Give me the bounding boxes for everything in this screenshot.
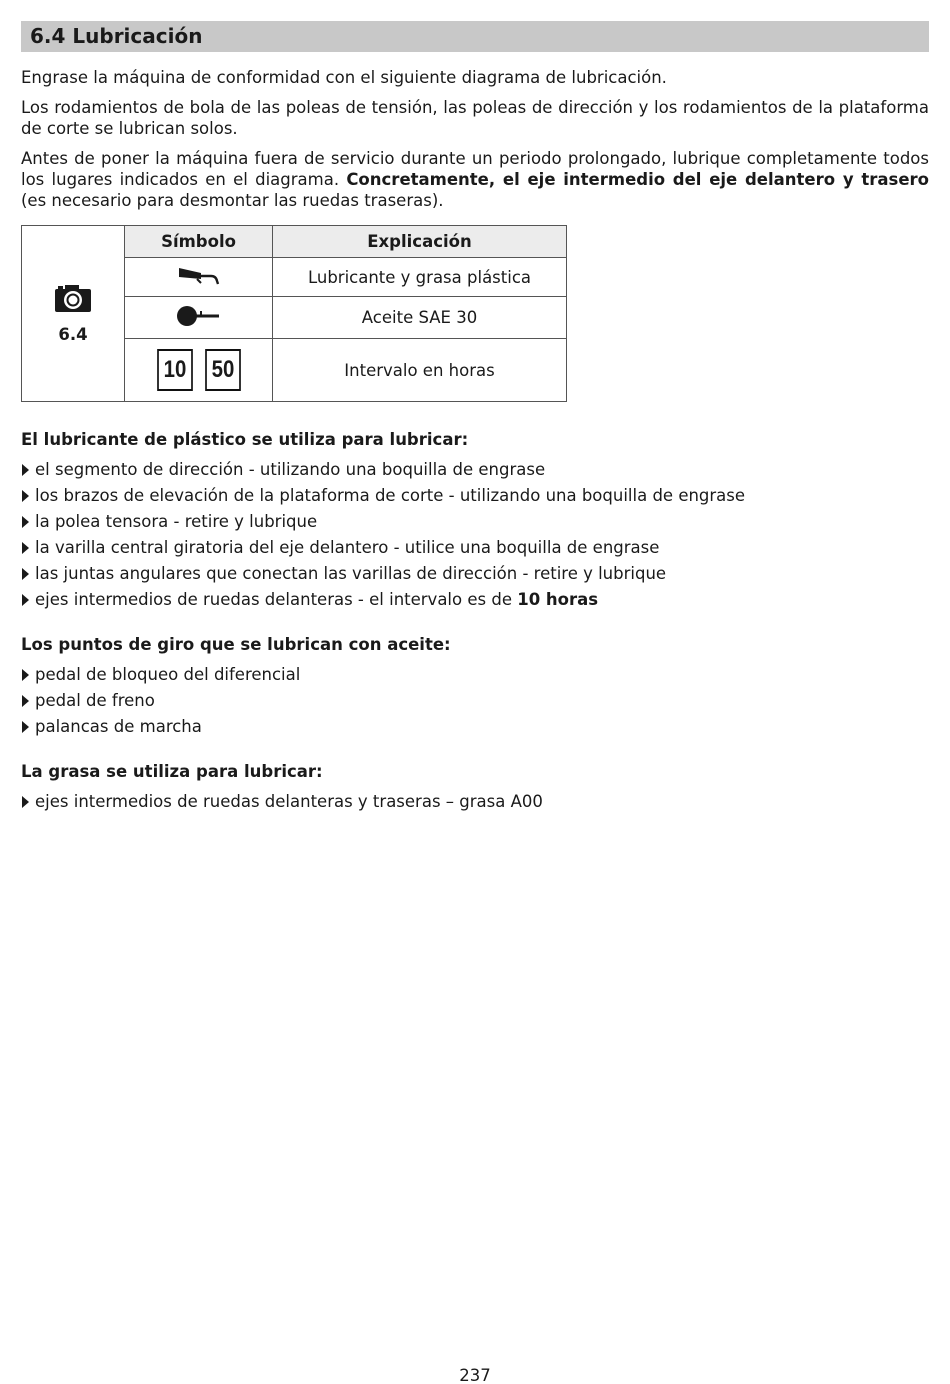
list-item [21, 537, 929, 558]
grease-heading: La grasa se utiliza para lubricar: [21, 762, 323, 781]
list-item-text: palancas de marcha [35, 717, 202, 736]
intro-paragraph-3-tail: (es necesario para desmontar las ruedas traseras). [21, 191, 444, 210]
list-item-text: los brazos de elevación de la plataforma de corte - utilizando una boquilla de engrase [35, 486, 746, 505]
intro-paragraph-2: Los rodamientos de bola de las poleas de tensión, las poleas de dirección y los rodamientos de la plataforma de corte se lubrican solos. [21, 98, 929, 138]
symbol-cell [125, 339, 273, 402]
oil-can-icon [175, 314, 223, 333]
intro-paragraph-3 [21, 148, 929, 211]
plastic-lubricant-heading: El lubricante de plástico se utiliza para lubricar: [21, 430, 469, 449]
explanation-cell: Intervalo en horas [273, 339, 567, 402]
symbol-table [21, 225, 567, 402]
list-item [21, 459, 929, 480]
figure-reference-label: 6.4 [58, 325, 88, 344]
explanation-cell: Lubricante y grasa plástica [273, 258, 567, 297]
camera-icon [54, 298, 92, 317]
intro-paragraph-3-bold: Concretamente, el eje intermedio del eje delantero y trasero [346, 170, 929, 189]
list-item-text: ejes intermedios de ruedas delanteras y traseras – grasa A00 [35, 792, 543, 811]
list-item-text: la polea tensora - retire y lubrique [35, 512, 318, 531]
bullet-arrow-icon [22, 568, 29, 580]
list-item-bold: 10 horas [517, 590, 599, 609]
bullet-arrow-icon [22, 721, 29, 733]
intro-paragraph-1: Engrase la máquina de conformidad con el siguiente diagrama de lubricación. [21, 68, 667, 87]
list-item-text: ejes intermedios de ruedas delanteras - el intervalo es de [35, 590, 518, 609]
page [21, 21, 929, 817]
bullet-arrow-icon [22, 542, 29, 554]
intro-paragraph-3-text: Antes de poner la máquina fuera de servicio durante un periodo prolongado, lubrique completamente todos los lugares indicados en el diagrama. [21, 149, 929, 189]
list-item [21, 511, 929, 532]
symbol-cell [125, 258, 273, 297]
hour-interval-box: 50 [205, 349, 241, 391]
bullet-arrow-icon [22, 594, 29, 606]
list-item-text: la varilla central giratoria del eje delantero - utilice una boquilla de engrase [35, 538, 660, 557]
list-item-text: el segmento de dirección - utilizando una boquilla de engrase [35, 460, 546, 479]
list-item-text: pedal de bloqueo del diferencial [35, 665, 301, 684]
symbol-column-header: Símbolo [125, 226, 273, 258]
grease-list [21, 791, 929, 812]
list-item [21, 563, 929, 584]
bullet-arrow-icon [22, 516, 29, 528]
explanation-column-header: Explicación [273, 226, 567, 258]
plastic-lubricant-list [21, 459, 929, 610]
list-item [21, 485, 929, 506]
list-item-text: pedal de freno [35, 691, 155, 710]
bullet-arrow-icon [22, 669, 29, 681]
bullet-arrow-icon [22, 464, 29, 476]
grease-gun-icon [175, 272, 223, 291]
list-item [21, 716, 929, 737]
hour-interval-box: 10 [157, 349, 193, 391]
symbol-cell [125, 297, 273, 339]
bullet-arrow-icon [22, 796, 29, 808]
figure-reference [22, 226, 125, 402]
page-number: 237 [459, 1366, 491, 1384]
list-item [21, 589, 929, 610]
list-item-text: las juntas angulares que conectan las varillas de dirección - retire y lubrique [35, 564, 667, 583]
section-title: 6.4 Lubricación [21, 21, 929, 52]
list-item [21, 690, 929, 711]
list-item [21, 664, 929, 685]
list-item [21, 791, 929, 812]
oil-lubricant-heading: Los puntos de giro que se lubrican con aceite: [21, 635, 451, 654]
oil-lubricant-list [21, 664, 929, 737]
bullet-arrow-icon [22, 695, 29, 707]
explanation-cell: Aceite SAE 30 [273, 297, 567, 339]
bullet-arrow-icon [22, 490, 29, 502]
